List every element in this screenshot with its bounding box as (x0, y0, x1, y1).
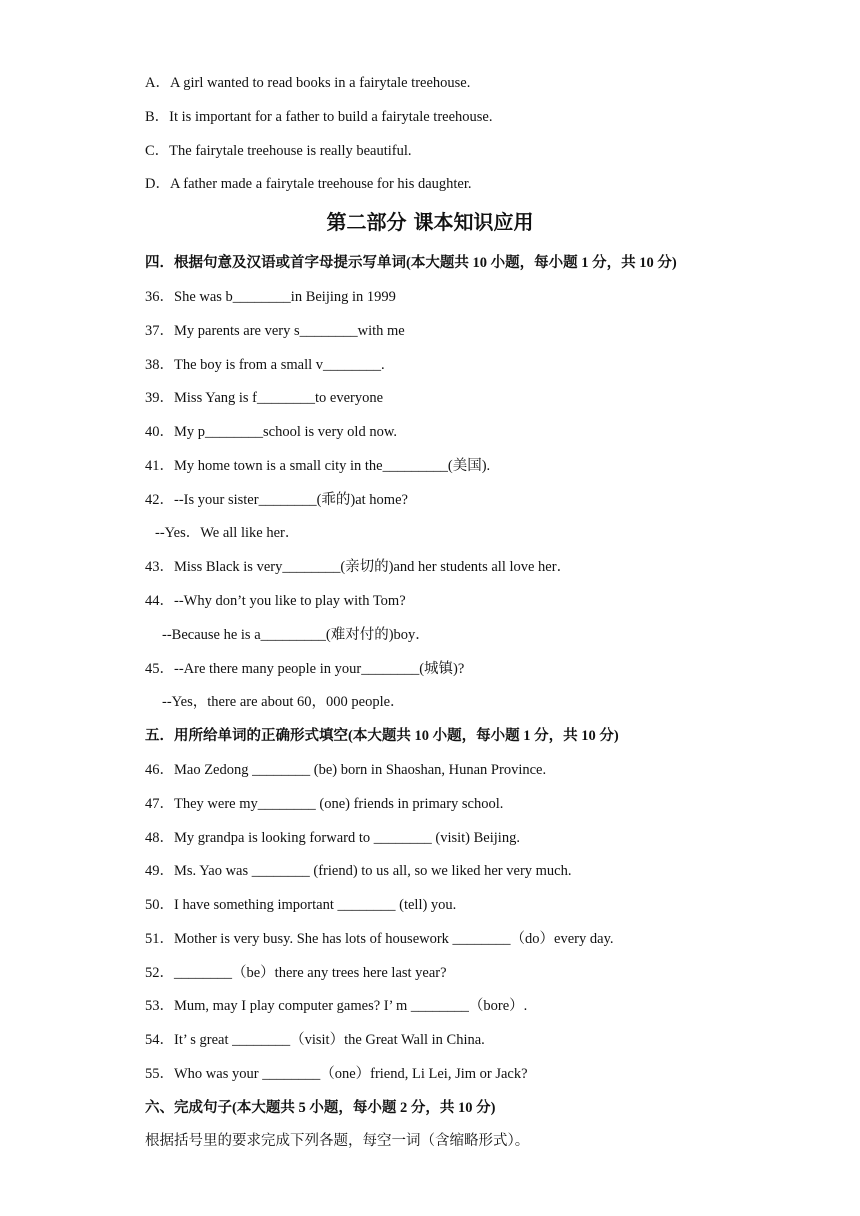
question-44: 44．--Why don’t you like to play with Tom? (145, 593, 406, 609)
question-53: 53．Mum, may I play computer games? I’ m ________（bore）. (145, 998, 528, 1014)
option-c: C．The fairytale treehouse is really beautiful. (145, 143, 412, 159)
question-47: 47．They were my________ (one) friends in primary school. (145, 796, 504, 812)
question-54: 54．It’ s great ________（visit）the Great Wall in China. (145, 1032, 485, 1048)
question-46: 46．Mao Zedong ________ (be) born in Shaoshan, Hunan Province. (145, 762, 547, 778)
question-52: 52．________（be）there any trees here last year? (145, 965, 447, 981)
question-41: 41．My home town is a small city in the_________(美国). (145, 458, 491, 474)
question-44-answer: --Because he is a_________(难对付的)boy． (162, 627, 430, 643)
question-39: 39．Miss Yang is f________to everyone (145, 390, 384, 406)
question-40: 40．My p________school is very old now. (145, 424, 397, 440)
question-45-answer: --Yes，there are about 60，000 people． (162, 694, 405, 710)
question-49: 49．Ms. Yao was ________ (friend) to us all, so we liked her very much. (145, 863, 572, 879)
option-a: A．A girl wanted to read books in a fairytale treehouse. (145, 75, 471, 91)
question-48: 48．My grandpa is looking forward to ________ (visit) Beijing. (145, 830, 520, 846)
section-4-title: 四．根据句意及汉语或首字母提示写单词(本大题共 10 小题，每小题 1 分，共 10 分) (145, 255, 677, 271)
question-51: 51．Mother is very busy. She has lots of housework ________（do）every day. (145, 931, 614, 947)
section-6-title: 六、完成句子(本大题共 5 小题，每小题 2 分，共 10 分) (145, 1100, 496, 1116)
question-45: 45．--Are there many people in your________(城镇)? (145, 661, 465, 677)
option-d: D．A father made a fairytale treehouse for his daughter. (145, 176, 472, 192)
part-title: 第二部分 课本知识应用 (326, 210, 534, 234)
question-55: 55．Who was your ________（one）friend, Li Lei, Jim or Jack? (145, 1066, 528, 1082)
question-42: 42．--Is your sister________(乖的)at home? (145, 492, 408, 508)
option-b: B．It is important for a father to build a fairytale treehouse. (145, 109, 493, 125)
question-43: 43．Miss Black is very________(亲切的)and her students all love her． (145, 559, 572, 575)
section-6-instruction: 根据括号里的要求完成下列各题，每空一词（含缩略形式）。 (145, 1133, 530, 1149)
section-5-title: 五．用所给单词的正确形式填空(本大题共 10 小题，每小题 1 分，共 10 分) (145, 728, 619, 744)
question-36: 36．She was b________in Beijing in 1999 (145, 289, 396, 305)
question-37: 37．My parents are very s________with me (145, 323, 405, 339)
question-38: 38．The boy is from a small v________. (145, 357, 385, 373)
question-50: 50．I have something important ________ (tell) you. (145, 897, 457, 913)
question-42-answer: --Yes．We all like her． (155, 525, 300, 541)
